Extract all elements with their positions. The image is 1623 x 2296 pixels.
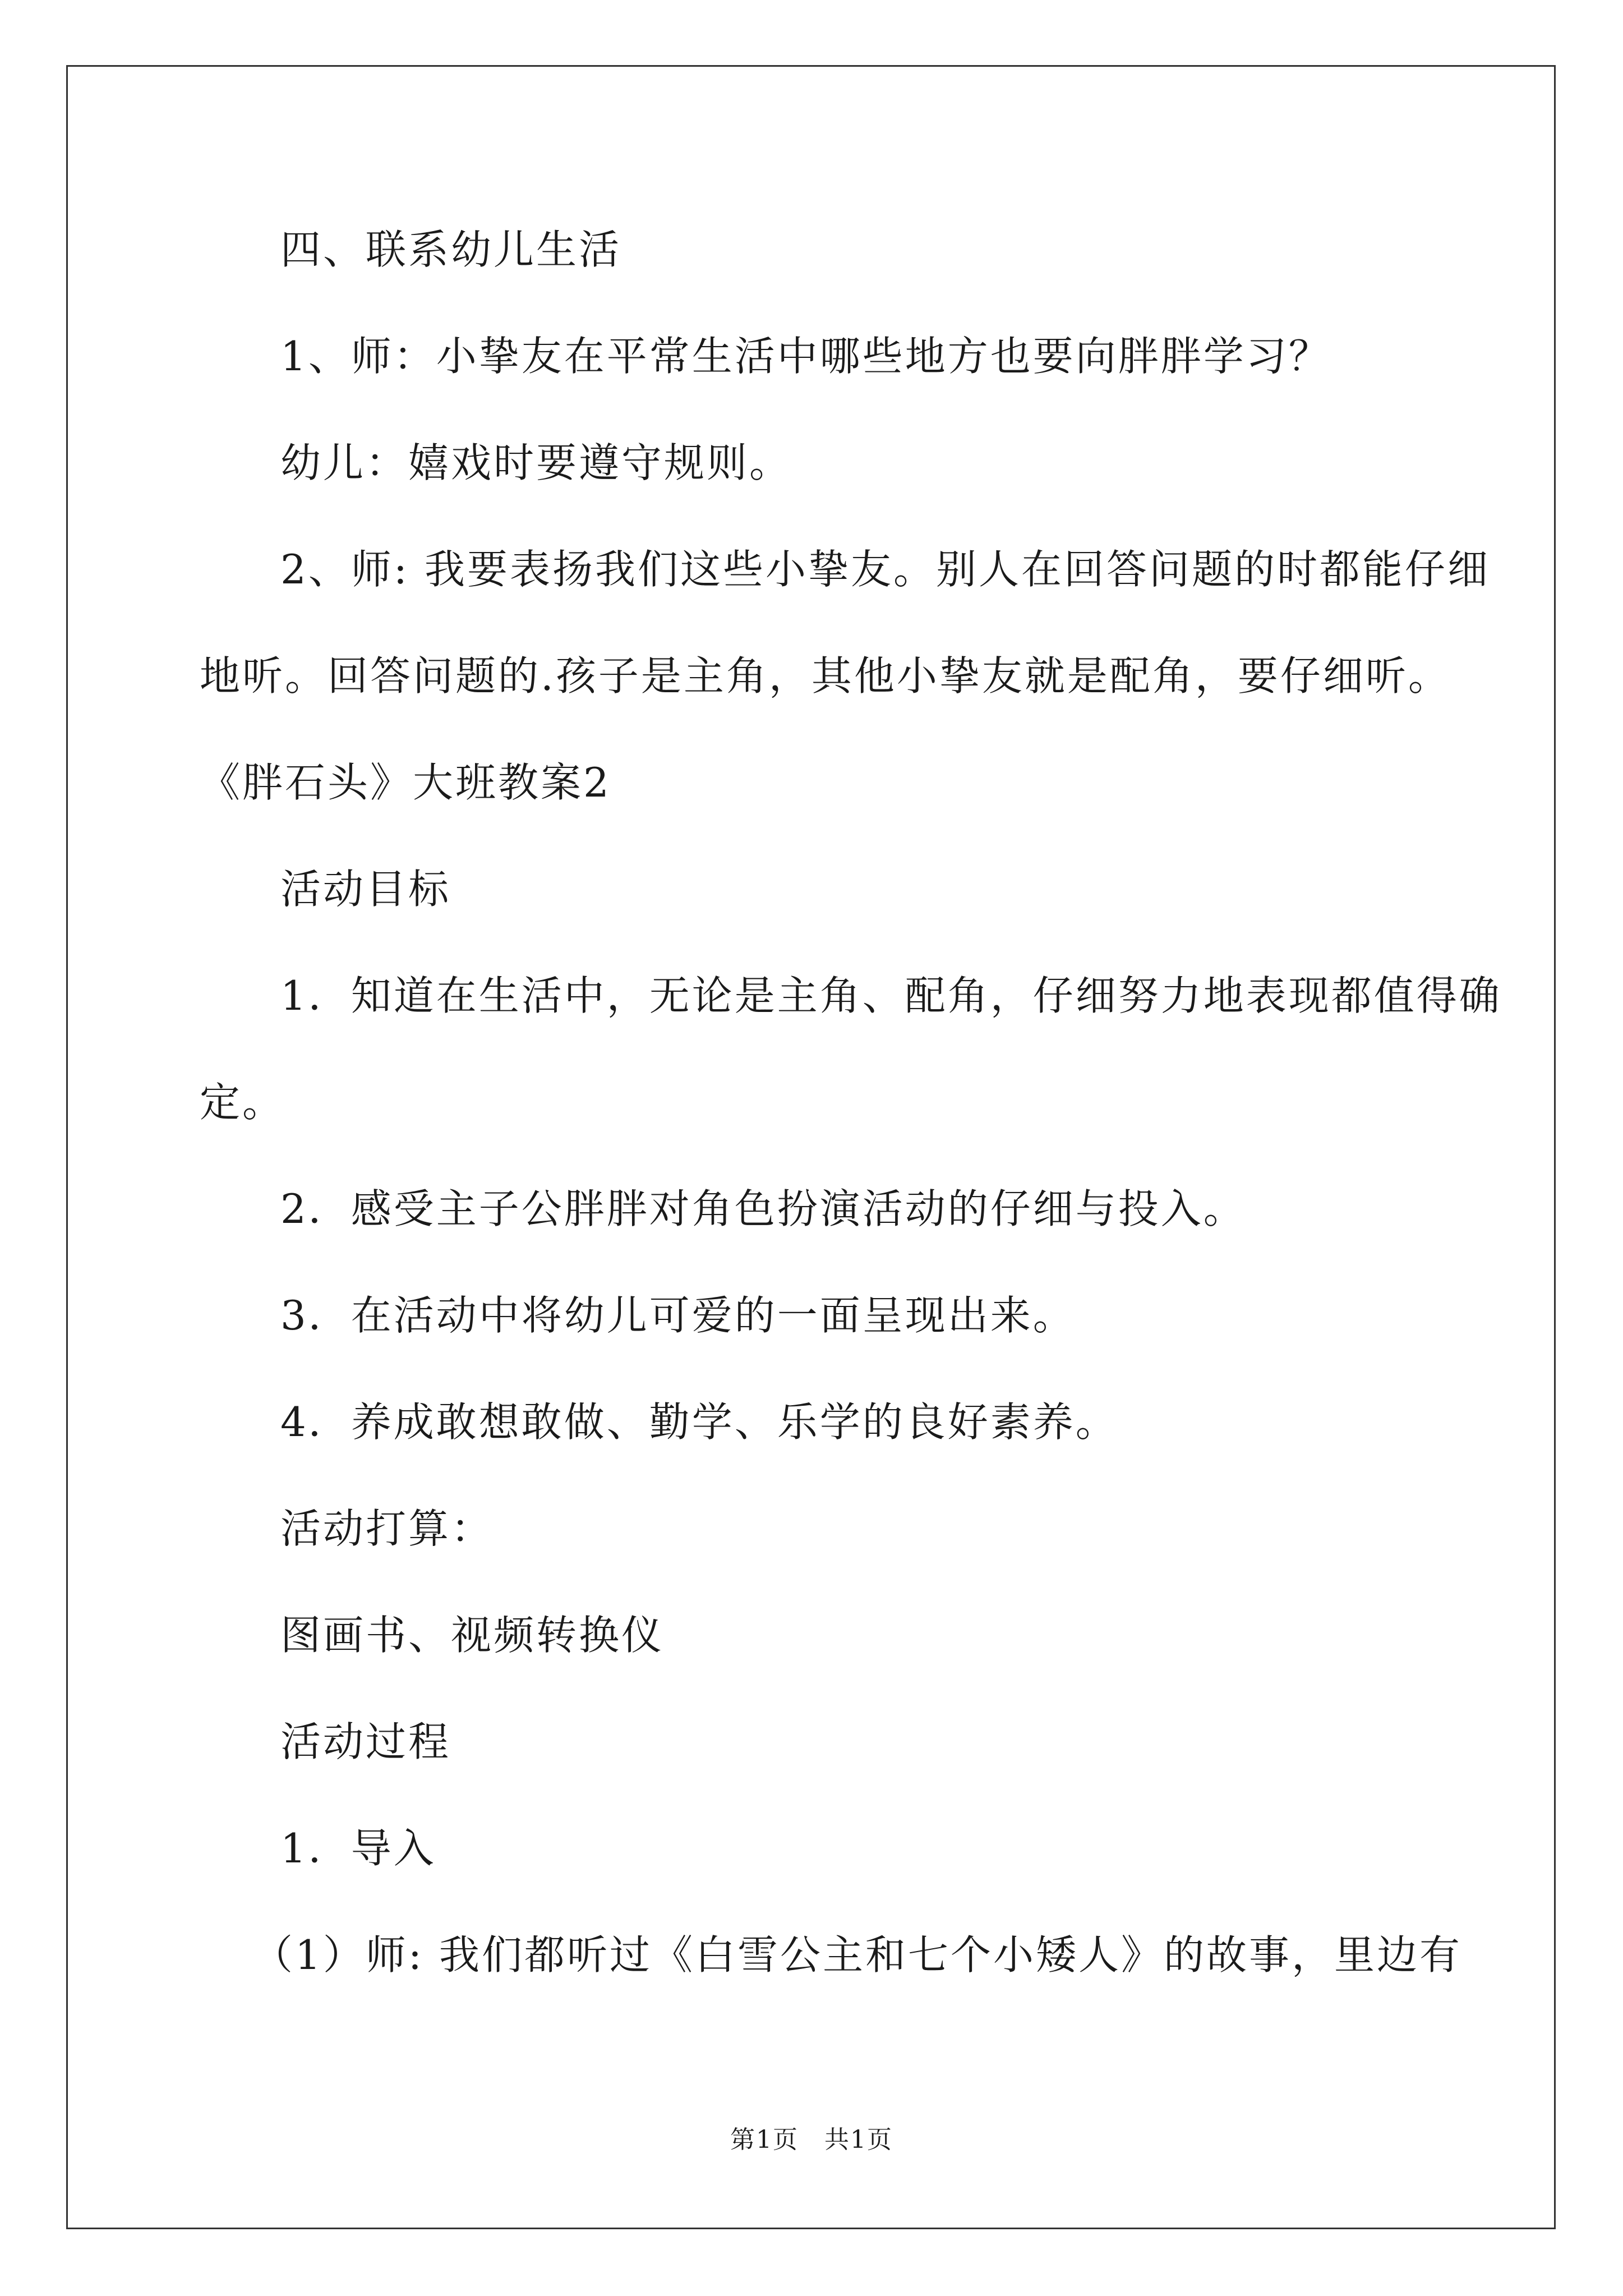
heading-activity-goals: 活动目标 [280, 866, 451, 913]
lesson-plan-title: 《胖石头》大班教案2 [200, 759, 611, 806]
section-heading-4: 四、联系幼儿生活 [280, 226, 622, 273]
heading-activity-process: 活动过程 [280, 1718, 451, 1765]
goal-item-4: 4．养成敢想敢做、勤学、乐学的良好素养。 [280, 1398, 1118, 1446]
paragraph-teacher-question: 1、师：小挚友在平常生活中哪些地方也要向胖胖学习？ [280, 333, 1331, 380]
goal-item-2: 2．感受主子公胖胖对角色扮演活动的仔细与投入。 [280, 1185, 1246, 1232]
goal-item-1-cont: 定。 [200, 1079, 285, 1126]
paragraph-teacher-praise-cont: 地听。回答问题的.孩子是主角，其他小挚友就是配角，要仔细听。 [200, 652, 1451, 700]
paragraph-child-answer: 幼儿：嬉戏时要遵守规则。 [280, 439, 792, 486]
goal-item-3: 3．在活动中将幼儿可爱的一面呈现出来。 [280, 1292, 1076, 1339]
process-step-1: 1．导入 [280, 1825, 436, 1872]
process-step-1-detail: （1）师: 我们都听过《白雪公主和七个小矮人》的故事，里边有 [252, 1931, 1462, 1978]
page-border [66, 65, 1556, 2229]
prep-materials: 图画书、视频转换仪 [280, 1612, 665, 1659]
heading-activity-prep: 活动打算： [280, 1505, 494, 1552]
page-footer: 第1页 共1页 [730, 2125, 893, 2154]
paragraph-teacher-praise: 2、师: 我要表扬我们这些小挚友。别人在回答问题的时都能仔细 [280, 546, 1490, 593]
goal-item-1: 1．知道在生活中，无论是主角、配角，仔细努力地表现都值得确 [280, 972, 1502, 1019]
